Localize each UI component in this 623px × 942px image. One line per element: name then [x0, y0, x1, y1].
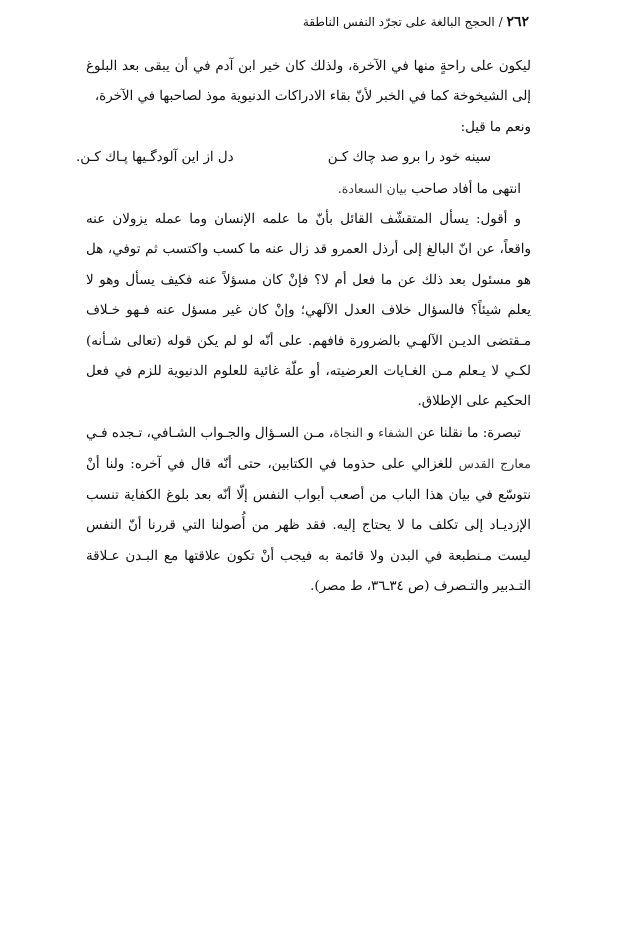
verse-hemistich-left: دل از اين آلودگـيها پـاك كـن.	[76, 150, 234, 166]
book-title-bayan: بيان السعادة.	[337, 180, 407, 196]
running-header	[60, 14, 529, 30]
paragraph-4-text-a: تبصرة: ما نقلنا عن	[412, 425, 522, 441]
paragraph-3: و أقول: يسأل المتقشّف القائل بأنّ ما علمه الإنسان وما عمله يزولان عنه واقعاً، عن انّ البالغ إلى أرذل العمرو قد زال عنه ما كسب واكتسب ثم توفي، هل هو مسئول بعد ذلك عن ما فعل أم لا؟ فإنْ كان مسؤلاً عنه فكيف يسأل وهو لا يعلم شيئاً؟ فالسؤال خلاف العدل الآلهي؛ وإنْ كان غير مسؤل عنه فـهو خـلاف مـقتضى الديـن الآلهـي بالضرورة فافهم. على أنّه لو لم يكن قوله (تعالى شـأنه) لكـي لا يـعلم مـن الغـايات العرضيته، أو علّة غائية للعلوم الدنيوية للزم في فعل الحكيم على الإطلاق.	[86, 212, 531, 410]
page-number: ٢٦٢	[506, 14, 529, 30]
verse-hemistich-right: سينه خود را برو صد چاك كـن	[327, 150, 491, 166]
poem-verse	[76, 143, 515, 173]
paragraph-2-text: انتهى ما أفاد صاحب	[406, 181, 521, 197]
book-title-najat: النجاة	[333, 424, 363, 440]
paragraph-4-text-c: ، مـن السـؤال والجـواب الشـافي، تـجده فـي	[86, 425, 334, 441]
book-title-maarij: معارج القدس	[458, 456, 531, 472]
paragraph-2	[86, 174, 531, 205]
paragraph-1-end: ونعم ما قيل:	[460, 119, 531, 135]
header-title: الحجج البالغة على تجرّد النفس الناطقة	[302, 15, 495, 29]
paragraph-4	[86, 418, 531, 602]
page-body	[76, 52, 531, 602]
header-separator: /	[494, 15, 507, 29]
paragraph-4-text-b: و	[362, 425, 379, 441]
paragraph-1: ليكون على راحةٍ منها في الآخرة، ولذلك كان خير ابن آدم في أن يبقى بعد البلوغ إلى الشيخوخة كما في الخبر لأنّ بقاء الادراكات الدنيوية موذ لصاحبها في الآخرة،	[86, 59, 531, 105]
paragraph-4-text-d: للغزالي على حذوما في الكتابين، حتى أنّه قال في آخره: ولنا أنْ نتوسّع في بيان هذا الباب من أصعب أبواب النفس إلّا أنّه بعد بلوغ الكفاية تنسب الإزديـاد إلى تكلف ما لا يحتاج إليه. فقد ظهر من أُصولنا التي قررنا أنّ النفس ليست مـنطبعة في البدن ولا قائمة به فيجب أنْ تكون علاقتها مع البـدن عـلاقة التـدبير والتـصرف (ص ٣٤ـ٣٦، ط مصر).	[86, 457, 531, 594]
book-title-shifa: الشفاء	[378, 424, 413, 440]
